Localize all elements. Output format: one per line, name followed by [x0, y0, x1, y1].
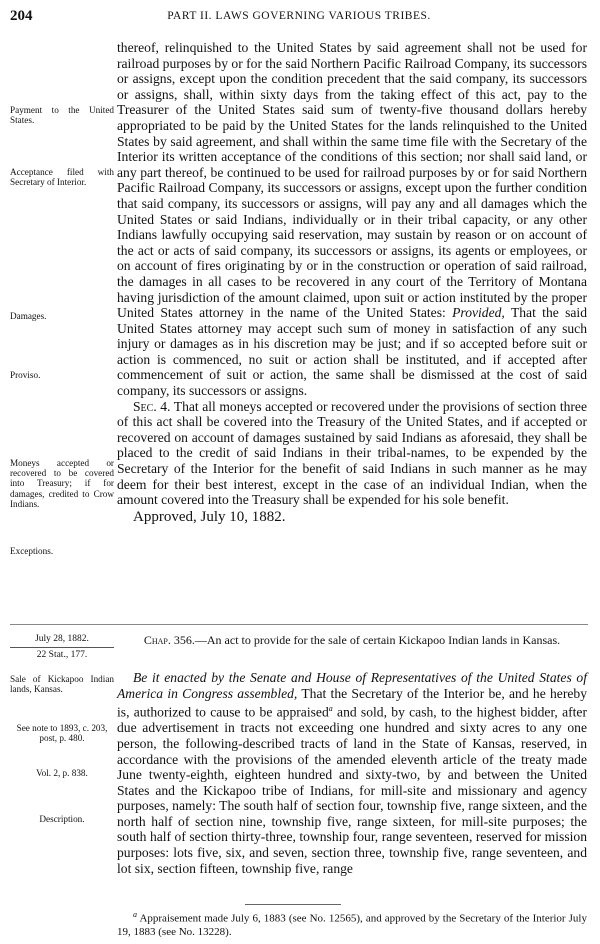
chapter-title: —An act to provide for the sale of certain Kickapoo Indian lands in Kansas.: [194, 633, 561, 647]
margin-note-exceptions: Exceptions.: [10, 546, 54, 556]
page-number: 204: [10, 8, 33, 24]
act-date-box: [10, 634, 114, 660]
chapter-label: Chap. 356.: [143, 633, 195, 647]
section-divider: [10, 624, 588, 625]
footnote-mark: a: [133, 910, 137, 919]
page-header: [10, 8, 588, 28]
margin-note-description: Description.: [39, 814, 85, 824]
section-3-paragraph: [117, 40, 587, 399]
margin-note-sale: Sale of Kickapoo Indian lands, Kansas.: [10, 674, 114, 695]
statute-citation: 22 Stat., 177.: [10, 647, 114, 660]
footnote-rule: [245, 904, 341, 905]
act-text-a: That the Secretary of the Interior be, and he hereby is, authorized to cause to be appraised: [117, 685, 587, 720]
act-date: July 28, 1882.: [35, 634, 89, 644]
enacting-paragraph: [117, 670, 587, 876]
footnote-reference[interactable]: a: [328, 704, 333, 714]
footnote-text: Appraisement made July 6, 1883 (see No. 12565), and approved by the Secretary of the Interior July 19, 1883 (see No. 13228).: [117, 912, 587, 938]
section-3-text: thereof, relinquished to the United States by said agreement shall not be used for railroad purposes by or for the said Northern Pacific Railroad Company, its successors or assigns, except upon the condition precedent that the said company, its successors or assigns, shall, within sixty days from the taking effect of this act, pay to the Treasurer of the United States said sum of twenty-five thousand dollars hereby appropriated to be paid by the United States for the lands relinquished to the United States by said agreement, and shall within the same time file with the Secretary of the Interior its written acceptance of the conditions of this section; nor shall said land, or any part thereof, be continued to be used for railroad purposes by or for said Northern Pacific Railroad Company, its successors or assigns, except upon the further condition that said company, its successors or assigns, will pay any and all damages which the United States or said Indians, individually or in their tribal capacity, or any other Indians lawfully occupying said reservation, may sustain by reason or on account of the act or acts of said company, its successors or assigns, its agents or employees, or on account of fires originating by or in the construction or operation of said railroad, the damages in all cases to be recovered in any court of the Territory of Montana having jurisdiction of the amount claimed, upon suit or action instituted by the proper United States attorney in the name of the United States:: [117, 40, 587, 321]
chapter-heading: [117, 634, 587, 648]
act-text-b: and sold, by cash, to the highest bidder, after due advertisement in tracts not exceeding one hundred and sixty acres to any one person, the following-described tracts of land in the State of Kansas, reserved, in accordance with the provisions of the amended eleventh article of the treaty made June twenty-eighth, eighteen hundred and sixty-two, by and between the United States and the Kickapoo tribe of Indians, for mill-site and missionary and agency purposes, namely: The south half of section four, township five, range sixteen, and the north half of section nine, township five, range sixteen, for mill-site purposes; the south half of section thirty-three, township four, range seventeen, reserved for mission purposes: lots five, six, and seven, section three, township five, range seventeen, and lot six, section fifteen, township five, range: [117, 704, 587, 876]
margin-note-payment: Payment to the United States.: [10, 105, 114, 126]
main-text-block-2: [117, 670, 587, 876]
running-head: PART II. LAWS GOVERNING VARIOUS TRIBES.: [167, 10, 431, 22]
section-4-text: That all moneys accepted or recovered under the provisions of section three of this act shall be covered into the Treasury of the United States, and if accepted or recovered on account of damages sustained by said Indians as aforesaid, they shall be placed to the credit of said Indians in their tribal-names, to be expended by the Secretary of the Interior for the benefit of said Indians in such manner as he may deem for their best interest, except in the case of an individual Indian, when the amount covered into the Treasury shall be expended for his sole benefit.: [117, 398, 588, 508]
section-4-paragraph: [117, 399, 587, 508]
footnote: [117, 908, 587, 939]
proviso-text: That the said United States attorney may accept such sum of money in satisfaction of any such injury or damages as in his discretion may be just; and if so accepted before suit or action is commenced, no suit or action shall be instituted, and if accepted after commencement of suit or action, the same shall be dismissed at the cost of said company, its successors or assigns.: [117, 305, 588, 399]
main-text-block-1: [117, 40, 587, 525]
margin-note-damages: Damages.: [10, 311, 47, 321]
approved-line: Approved, July 10, 1882.: [133, 508, 286, 525]
proviso-word: Provided,: [452, 305, 505, 321]
margin-note-acceptance: Acceptance filed with Secretary of Interior.: [10, 167, 114, 188]
margin-note-volume: Vol. 2, p. 838.: [36, 768, 88, 778]
margin-note-see-note: See note to 1893, c. 203, post, p. 480.: [16, 723, 108, 744]
margin-note-proviso: Proviso.: [10, 370, 41, 380]
enacting-clause: Be it enacted by the Senate and House of Representatives of the United States of America in Congress assembled,: [117, 670, 587, 701]
margin-note-moneys: Moneys accepted or recovered to be covered into Treasury; if for damages, credited to Crow Indians.: [10, 458, 114, 509]
section-4-label: Sec. 4.: [133, 398, 171, 414]
